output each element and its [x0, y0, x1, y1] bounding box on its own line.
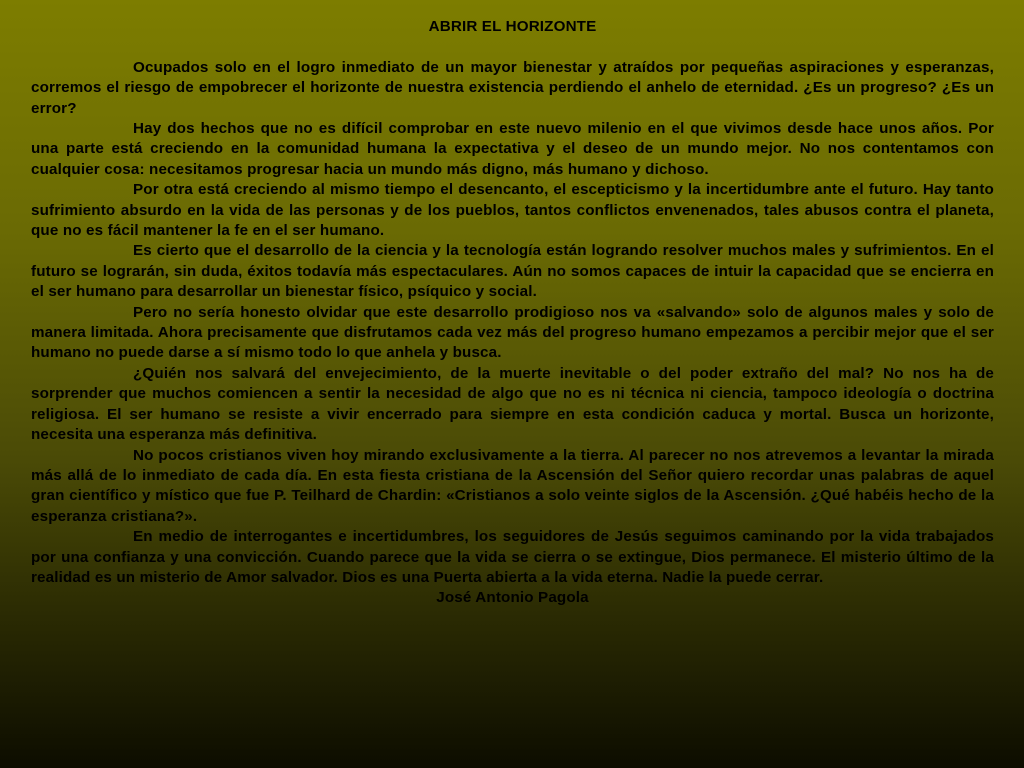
paragraph-8: En medio de interrogantes e incertidumbres, los seguidores de Jesús seguimos caminando por la vida trabajados por una confianza y una convicción. Cuando parece que la vida se cierra o se extingue, Dios permanece. El misterio último de la realidad es un misterio de Amor salvador. Dios es una Puerta abierta a la vida eterna. Nadie la puede cerrar. [31, 528, 994, 586]
paragraph-6: ¿Quién nos salvará del envejecimiento, de la muerte inevitable o del poder extraño del mal? No nos ha de sorprender que muchos comiencen a sentir la necesidad de algo que no es ni técnica ni ciencia, tampoco ideología o doctrina religiosa. El ser humano se resiste a vivir encerrado para siempre en esta condición caduca y mortal. Busca un horizonte, necesita una esperanza más definitiva. [31, 364, 994, 444]
paragraph-5: Pero no sería honesto olvidar que este desarrollo prodigioso nos va «salvando» solo de algunos males y solo de manera limitada. Ahora precisamente que disfrutamos cada vez más del progreso humano empezamos a percibir mejor que el ser humano no puede darse a sí mismo todo lo que anhela y busca. [31, 303, 994, 362]
title-spacer [31, 37, 994, 57]
author-signature: José Antonio Pagola [436, 589, 589, 607]
page-title: ABRIR EL HORIZONTE [428, 18, 597, 35]
paragraph-2: Hay dos hechos que no es difícil comprobar en este nuevo milenio en el que vivimos desde hace unos años. Por una parte está creciendo en la comunidad humana la expectativa y el deseo de un mundo mejor. No nos contentamos con cualquier cosa: necesitamos progresar hacia un mundo más digno, más humano y dichoso. [31, 120, 994, 178]
slide-content [31, 17, 994, 609]
paragraph-4: Es cierto que el desarrollo de la ciencia y la tecnología están logrando resolver muchos males y sufrimientos. En el futuro se lograrán, sin duda, éxitos todavía más espectaculares. Aún no somos capaces de intuir la capacidad que se encierra en el ser humano para desarrollar un bienestar físico, psíquico y social. [31, 242, 994, 301]
paragraph-1: Ocupados solo en el logro inmediato de un mayor bienestar y atraídos por pequeñas aspiraciones y esperanzas, corremos el riesgo de empobrecer el horizonte de nuestra existencia perdiendo el anhelo de eternidad. ¿Es un progreso? ¿Es un error? [31, 58, 994, 117]
paragraph-7: No pocos cristianos viven hoy mirando exclusivamente a la tierra. Al parecer no nos atrevemos a levantar la mirada más allá de lo inmediato de cada día. En esta fiesta cristiana de la Ascensión del Señor quiero recordar unas palabras de aquel gran científico y místico que fue P. Teilhard de Chardin: «Cristianos a solo veinte siglos de la Ascensión. ¿Qué habéis hecho de la esperanza cristiana?». [31, 446, 994, 525]
paragraph-3: Por otra está creciendo al mismo tiempo el desencanto, el escepticismo y la incertidumbre ante el futuro. Hay tanto sufrimiento absurdo en la vida de las personas y de los pueblos, tantos conflictos envenenados, tales abusos contra el planeta, que no es fácil mantener la fe en el ser humano. [31, 181, 994, 240]
